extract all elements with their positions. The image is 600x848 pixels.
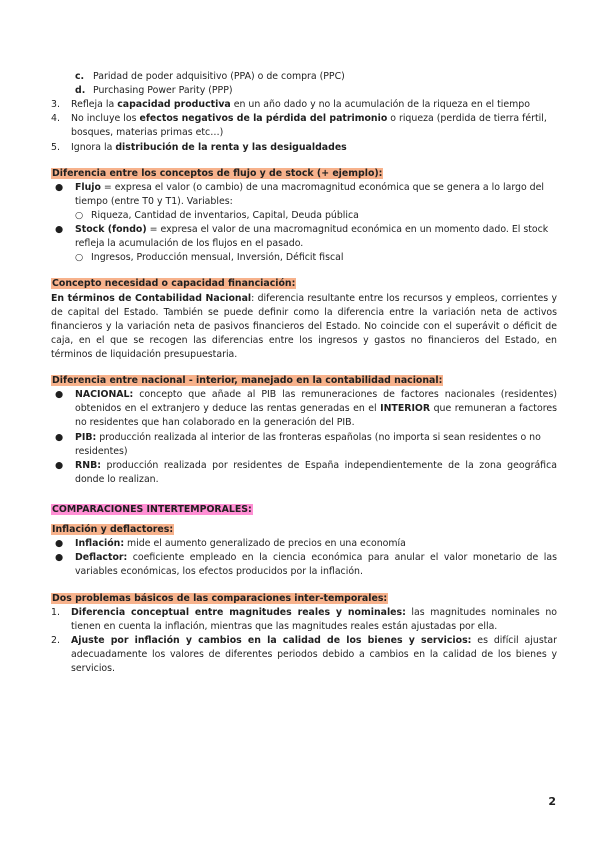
text: es difícil ajustar adecuadamente los valores de diferentes periodos debido a cambios en la calidad de los bienes y servicios. (71, 634, 557, 675)
bullet-icon: ● (55, 224, 64, 236)
text: en un año dado y no la acumulación de la riqueza en el tiempo (230, 99, 530, 111)
section-heading-comparaciones (51, 503, 557, 517)
bullet-icon: ● (55, 552, 64, 564)
text: : diferencia resultante entre los recursos y empleos, corrientes y de capital del Estado. También se puede definir como la diferencia entre la variación neta de activos financieros y la variación neta de pasivos financieros del Estado. No coincide con el superávit o déficit de caja, en el que se recogen las diferencias entre los ingresos y gastos no financieros del Estado, en términos de liquidación presupuestaria. (51, 292, 558, 360)
bullet-icon: ● (55, 389, 64, 401)
text: producción realizada al interior de las fronteras españolas (no importa si sean residentes o no residentes) (75, 431, 541, 457)
list-marker: d. (75, 85, 86, 97)
heading-text: COMPARACIONES INTERTEMPORALES: (52, 503, 252, 515)
text: las magnitudes nominales no tienen en cuenta la inflación, mientras que las magnitudes reales están ajustadas por ella. (71, 606, 557, 632)
text: que remuneran a factores no residentes que han colaborado en la generación del PIB. (75, 403, 557, 429)
bullet-icon: ● (55, 431, 64, 443)
list-item-4 (51, 112, 557, 140)
text: o riqueza (perdida de tierra fértil, bosques, materias primas etc…) (71, 113, 547, 139)
text: = expresa el valor (o cambio) de una macromagnitud económica que se genera a lo largo del tiempo (entre T0 y T1). Variables: (75, 181, 545, 207)
section-heading-nacional-interior (51, 374, 557, 388)
list-marker: 2. (51, 634, 60, 646)
list-marker: 3. (51, 99, 60, 111)
circle-bullet-icon: ○ (75, 209, 84, 221)
heading-text: Inflación y deflactores: (52, 524, 174, 536)
text: Ignora la (71, 141, 116, 153)
bold-text: efectos negativos de la pérdida del patrimonio (139, 113, 388, 125)
list-item-problema-2 (51, 634, 557, 676)
bold-text: RNB: (75, 459, 101, 471)
list-item-3 (51, 98, 557, 112)
list-text: Paridad de poder adquisitivo (PPA) o de compra (PPC) (93, 71, 345, 82)
bold-text: NACIONAL: (75, 389, 134, 401)
bold-text: Deflactor: (75, 552, 128, 564)
text: Ingresos, Producción mensual, Inversión, Déficit fiscal (91, 252, 344, 264)
text: = expresa el valor de una macromagnitud económica en un momento dado. El stock refleja la acumulación de los flujos en el pasado. (75, 224, 549, 250)
subheading-inflacion (51, 523, 557, 537)
text: coeficiente empleado en la ciencia económica para anular el valor monetario de las variables económicas, los efectos producidos por la inflación. (75, 552, 557, 578)
bold-text: INTERIOR (380, 403, 431, 415)
bold-text: capacidad productiva (117, 99, 231, 111)
heading-text: Diferencia entre nacional - interior, manejado en la contabilidad nacional: (52, 375, 443, 387)
text: No incluye los (71, 113, 140, 125)
bold-text: PIB: (75, 431, 97, 443)
text: mide el aumento generalizado de precios en una economía (124, 538, 406, 550)
list-marker: 4. (51, 113, 60, 125)
text: Riqueza, Cantidad de inventarios, Capital, Deuda pública (91, 209, 359, 221)
list-marker: 5. (51, 141, 60, 153)
bullet-deflactor (51, 551, 557, 579)
bold-text: Stock (fondo) (75, 224, 147, 236)
list-item-d (51, 84, 557, 98)
bullet-icon: ● (55, 181, 64, 193)
bullet-icon: ● (55, 538, 64, 550)
text: Refleja la (71, 99, 118, 111)
section-heading-problemas (51, 592, 557, 606)
bold-text: distribución de la renta y las desigualdades (115, 141, 347, 153)
bold-text: Flujo (75, 181, 101, 193)
section-heading-necesidad (51, 277, 557, 291)
list-marker: 1. (51, 606, 60, 618)
paragraph-necesidad (51, 292, 557, 363)
bullet-inflacion (51, 537, 557, 551)
bullet-icon: ● (55, 459, 64, 471)
list-item-problema-1 (51, 606, 557, 634)
bullet-nacional (51, 388, 557, 430)
heading-text: Dos problemas básicos de las comparaciones inter-temporales: (52, 592, 388, 604)
sub-bullet-stock-example (51, 251, 557, 265)
list-item-5 (51, 141, 557, 155)
list-item-c (51, 70, 557, 84)
section-heading-flujo-stock (51, 167, 557, 181)
text: producción realizada por residentes de España independientemente de la zona geográfica donde lo realizan. (75, 459, 557, 485)
bullet-rnb (51, 459, 557, 487)
bold-text: Inflación: (75, 538, 125, 550)
bullet-flujo (51, 181, 557, 209)
bold-text: Diferencia conceptual entre magnitudes reales y nominales: (71, 606, 406, 618)
bold-text: Ajuste por inflación y cambios en la calidad de los bienes y servicios: (71, 634, 472, 646)
heading-text: Diferencia entre los conceptos de flujo y de stock (+ ejemplo): (52, 167, 383, 179)
list-marker: c. (75, 71, 85, 82)
text: concepto que añade al PIB las remuneraciones de factores nacionales (residentes) obtenidos en el extranjero y deduce las rentas generadas en el (75, 389, 557, 415)
circle-bullet-icon: ○ (75, 252, 84, 264)
page-content (51, 70, 557, 676)
list-text: Purchasing Power Parity (PPP) (93, 85, 233, 97)
bold-text: En términos de Contabilidad Nacional (51, 292, 252, 304)
bullet-pib (51, 431, 557, 459)
heading-text: Concepto necesidad o capacidad financiación: (52, 278, 296, 290)
page-number: 2 (548, 795, 556, 808)
sub-bullet-flujo-example (51, 209, 557, 223)
bullet-stock (51, 223, 557, 251)
